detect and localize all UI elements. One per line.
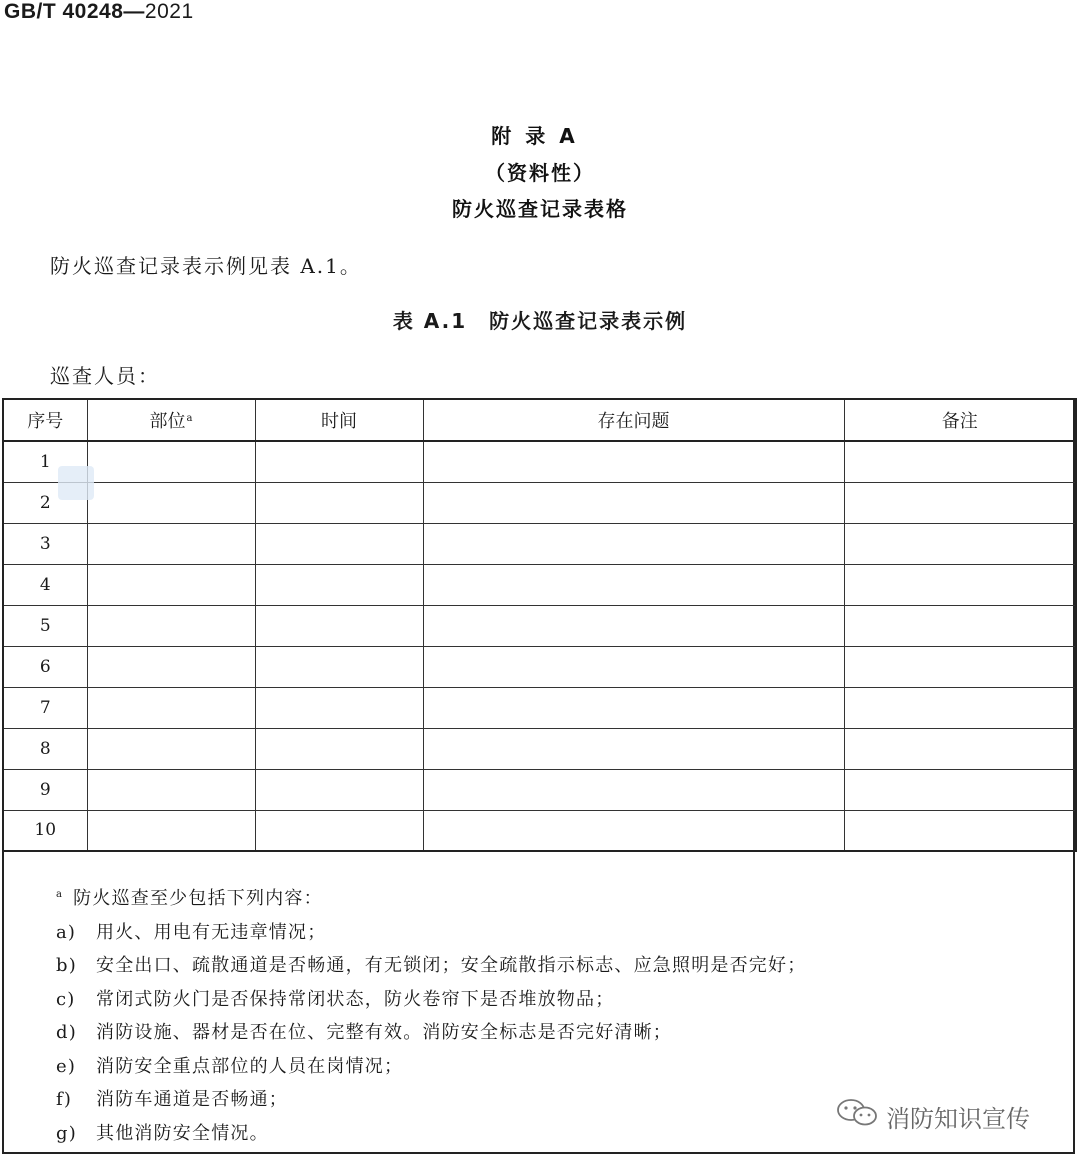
footnote-item <box>56 916 806 950</box>
patrol-record-table <box>2 398 1077 852</box>
cell-location[interactable] <box>87 810 255 851</box>
cell-location[interactable] <box>87 646 255 687</box>
table-row <box>3 728 1076 769</box>
cell-location[interactable] <box>87 728 255 769</box>
cell-issues[interactable] <box>423 646 844 687</box>
footnote-item-label: g) <box>56 1122 77 1144</box>
cell-issues[interactable] <box>423 441 844 482</box>
cell-remarks[interactable] <box>844 564 1076 605</box>
table-row <box>3 482 1076 523</box>
col-header-remarks: 备注 <box>844 399 1076 441</box>
cell-location[interactable] <box>87 523 255 564</box>
cell-location[interactable] <box>87 769 255 810</box>
row-index: 4 <box>3 564 87 605</box>
footnote-intro <box>56 878 806 916</box>
table-caption-title: 防火巡查记录表示例 <box>489 309 688 333</box>
cell-location[interactable] <box>87 441 255 482</box>
cell-remarks[interactable] <box>844 646 1076 687</box>
cell-issues[interactable] <box>423 769 844 810</box>
footnote-item-label: a) <box>56 921 77 943</box>
wechat-icon <box>836 1098 880 1134</box>
cell-time[interactable] <box>255 441 423 482</box>
cell-location[interactable] <box>87 482 255 523</box>
cell-remarks[interactable] <box>844 523 1076 564</box>
table-row <box>3 687 1076 728</box>
cell-location[interactable] <box>87 605 255 646</box>
table-row <box>3 810 1076 851</box>
cell-remarks[interactable] <box>844 728 1076 769</box>
cell-issues[interactable] <box>423 687 844 728</box>
cell-issues[interactable] <box>423 810 844 851</box>
cell-remarks[interactable] <box>844 687 1076 728</box>
cell-issues[interactable] <box>423 728 844 769</box>
cell-remarks[interactable] <box>844 810 1076 851</box>
col-header-issues: 存在问题 <box>423 399 844 441</box>
cell-time[interactable] <box>255 482 423 523</box>
table-row <box>3 564 1076 605</box>
footnote-item <box>56 983 806 1017</box>
cell-time[interactable] <box>255 523 423 564</box>
standard-dash: — <box>123 0 145 23</box>
footnote-item-label: c) <box>56 988 76 1010</box>
col-header-index: 序号 <box>3 399 87 441</box>
row-index: 1 <box>3 441 87 482</box>
watermark-text: 消防知识宣传 <box>886 1104 1030 1133</box>
footnote-item <box>56 1050 806 1084</box>
table-caption-number: 表 A.1 <box>392 309 468 333</box>
row-index: 8 <box>3 728 87 769</box>
row-index: 10 <box>3 810 87 851</box>
cell-time[interactable] <box>255 564 423 605</box>
row-index: 7 <box>3 687 87 728</box>
footnote-mark: a <box>186 413 193 424</box>
footnote-mark: a <box>56 889 64 900</box>
appendix-nature: （资料性） <box>485 161 595 185</box>
cell-time[interactable] <box>255 810 423 851</box>
cell-remarks[interactable] <box>844 605 1076 646</box>
footnote-item <box>56 949 806 983</box>
appendix-title: 附录A <box>491 124 589 148</box>
account-watermark <box>836 1098 1030 1134</box>
table-row <box>3 441 1076 482</box>
cell-time[interactable] <box>255 728 423 769</box>
table-row <box>3 605 1076 646</box>
col-header-location <box>87 399 255 441</box>
table-row <box>3 523 1076 564</box>
footnote-item <box>56 1083 806 1117</box>
cell-time[interactable] <box>255 769 423 810</box>
footnote-item-label: b) <box>56 955 77 976</box>
footnote-item-label: f) <box>56 1089 73 1110</box>
footnote-item-text: 消防设施、器材是否在位、完整有效。消防安全标志是否完好清晰； <box>96 1022 672 1043</box>
footnote-item-text: 其他消防安全情况。 <box>96 1122 269 1144</box>
cell-remarks[interactable] <box>844 482 1076 523</box>
standard-code: GB/T 40248 <box>4 0 124 23</box>
cell-issues[interactable] <box>423 605 844 646</box>
cell-remarks[interactable] <box>844 441 1076 482</box>
table-row <box>3 769 1076 810</box>
row-index: 5 <box>3 605 87 646</box>
footnote-item-text: 安全出口、疏散通道是否畅通，有无锁闭；安全疏散指示标志、应急照明是否完好； <box>96 955 807 976</box>
row-index: 9 <box>3 769 87 810</box>
row-index: 6 <box>3 646 87 687</box>
standard-number <box>4 0 194 24</box>
footnote-item-text: 常闭式防火门是否保持常闭状态，防火卷帘下是否堆放物品； <box>96 988 615 1010</box>
faint-stamp-mark <box>58 466 94 500</box>
cell-time[interactable] <box>255 605 423 646</box>
col-header-time: 时间 <box>255 399 423 441</box>
table-header-row <box>3 399 1076 441</box>
footnote-item-label: d) <box>56 1022 77 1043</box>
row-index: 2 <box>3 482 87 523</box>
table-row <box>3 646 1076 687</box>
footnote-item-label: e) <box>56 1055 77 1077</box>
appendix-subject: 防火巡查记录表格 <box>452 197 628 221</box>
footnote-item <box>56 1016 806 1050</box>
table-footnote <box>56 878 806 1150</box>
cell-issues[interactable] <box>423 523 844 564</box>
footnote-item-text: 消防安全重点部位的人员在岗情况； <box>96 1055 404 1077</box>
row-index: 3 <box>3 523 87 564</box>
cell-location[interactable] <box>87 564 255 605</box>
col-header-location-label: 部位 <box>149 411 186 432</box>
cell-issues[interactable] <box>423 564 844 605</box>
table-caption <box>0 305 1080 334</box>
cell-issues[interactable] <box>423 482 844 523</box>
cell-time[interactable] <box>255 687 423 728</box>
intro-paragraph: 防火巡查记录表示例见表 A.1。 <box>50 254 362 278</box>
footnote-item-text: 消防车通道是否畅通； <box>96 1089 288 1110</box>
cell-remarks[interactable] <box>844 769 1076 810</box>
cell-location[interactable] <box>87 687 255 728</box>
footnote-intro-text: 防火巡查至少包括下列内容： <box>73 888 323 909</box>
inspector-label: 巡查人员： <box>50 364 160 388</box>
footnote-item <box>56 1117 806 1151</box>
footnote-item-text: 用火、用电有无违章情况； <box>96 921 327 943</box>
standard-year: 2021 <box>144 0 194 23</box>
cell-time[interactable] <box>255 646 423 687</box>
